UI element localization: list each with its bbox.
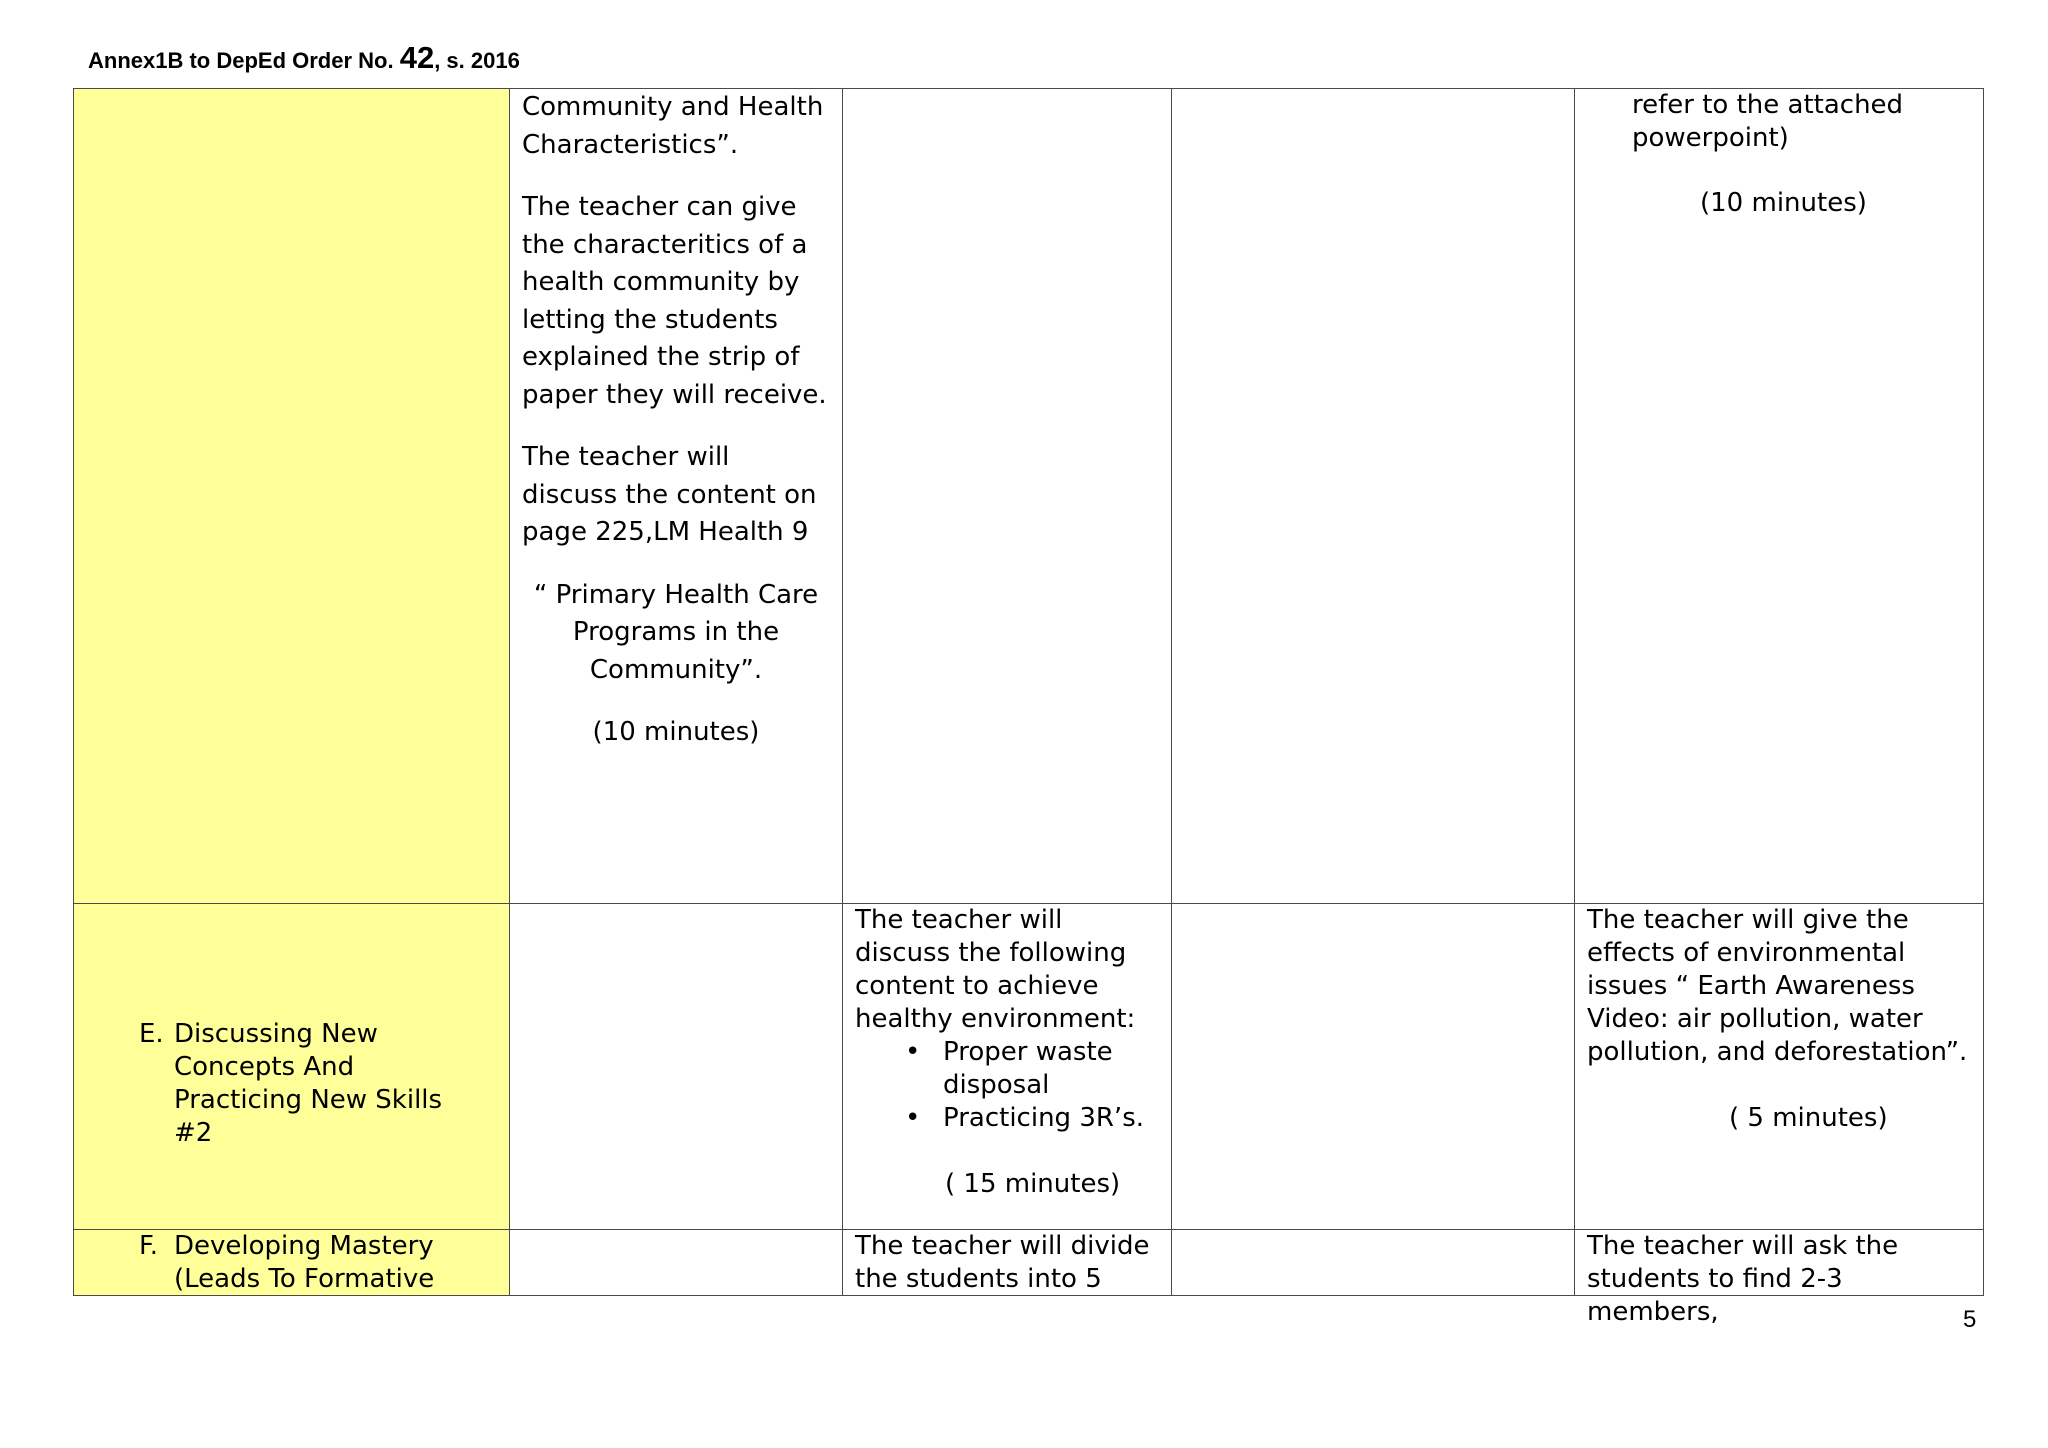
header-suffix: , s. 2016	[434, 48, 520, 73]
row2-col3-bullets	[855, 1036, 1159, 1135]
row2-col5-time: ( 5 minutes)	[1729, 1103, 1888, 1133]
row2-col3-cell	[842, 903, 1172, 1230]
row2-label-text: Discussing New Concepts And Practicing New Skills #2	[174, 1019, 443, 1148]
row2-col4-cell	[1171, 903, 1575, 1230]
row1-label-cell	[73, 88, 510, 904]
row2-col3-time: ( 15 minutes)	[945, 1169, 1121, 1199]
row3-label-cell	[73, 1229, 510, 1296]
header-prefix: Annex1B to DepEd Order No.	[88, 48, 400, 73]
row2-col3-intro: The teacher will discuss the following content to achieve healthy environment:	[855, 905, 1136, 1034]
row1-col2-p2: The teacher can give the characteritics of a health community by letting the students explained the strip of paper they will receive.	[522, 192, 827, 410]
row3-col3-cell	[842, 1229, 1172, 1296]
row1-col2-p3: The teacher will discuss the content on page 225,LM Health 9	[522, 442, 817, 547]
row1-col3-cell	[842, 88, 1172, 904]
order-number: 42	[399, 40, 435, 75]
row1-col2-cell	[509, 88, 843, 904]
row3-col3-text: The teacher will divide the students into 5	[855, 1231, 1150, 1294]
row3-label-text: Developing Mastery (Leads To Formative	[174, 1231, 435, 1294]
row3-col2-cell	[509, 1229, 843, 1296]
row3-col5-text: The teacher will ask the students to find 2-3 members,	[1587, 1231, 1899, 1327]
row3-label	[139, 1230, 484, 1296]
row1-col5-p1: refer to the attached powerpoint)	[1632, 90, 1904, 153]
row1-col2-p5: (10 minutes)	[592, 717, 760, 747]
row2-label-letter: E.	[139, 1019, 164, 1049]
row2-col2-cell	[509, 903, 843, 1230]
row3-col5-cell	[1574, 1229, 1984, 1327]
row3-label-letter: F.	[139, 1231, 159, 1261]
row1-col5-p2: (10 minutes)	[1700, 188, 1867, 218]
row2-label-cell	[73, 903, 510, 1230]
row1-col5-cell	[1574, 88, 1984, 904]
row2-col3-bullet-2: • Practicing 3R’s.	[855, 1102, 1159, 1135]
document-header	[88, 40, 520, 76]
row2-col5-text: The teacher will give the effects of environmental issues “ Earth Awareness Video: air pollution, water pollution, and deforestation”.	[1587, 905, 1968, 1067]
row2-col5-cell	[1574, 903, 1984, 1230]
row1-col4-cell	[1171, 88, 1575, 904]
row1-col2-p1: Community and Health Characteristics”.	[522, 92, 824, 160]
row2-label	[139, 1018, 484, 1150]
row2-col3-bullet-1: • Proper waste disposal	[855, 1036, 1159, 1102]
row3-col4-cell	[1171, 1229, 1575, 1296]
page-number: 5	[1963, 1306, 1977, 1333]
row1-col2-p4: “ Primary Health Care Programs in the Community”.	[533, 579, 819, 685]
